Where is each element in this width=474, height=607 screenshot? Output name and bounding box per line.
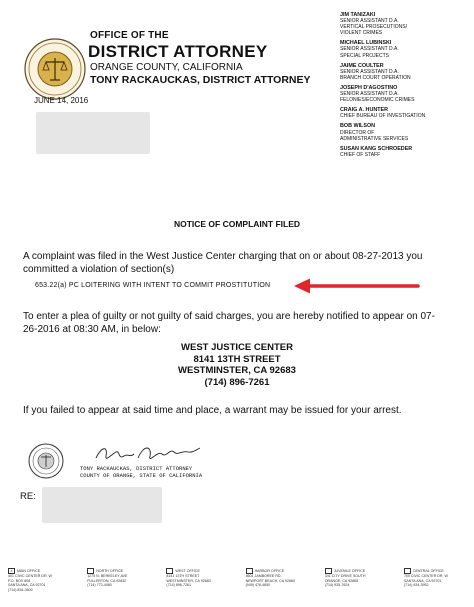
staff-title: VIOLENT CRIMES — [340, 30, 383, 37]
staff-title: CHIEF BUREAU OF INVESTIGATION — [340, 113, 426, 120]
staff-name: CRAIG A. HUNTER — [340, 107, 389, 114]
staff-name: BOB WILSON — [340, 123, 376, 130]
office-line: 4601 JAMBOREE RD. — [245, 574, 282, 578]
signer-office: COUNTY OF ORANGE, STATE OF CALIFORNIA — [80, 471, 203, 479]
redacted-reference — [42, 487, 162, 523]
office-label: HARBOR OFFICE — [254, 568, 285, 573]
staff-entry — [340, 146, 470, 158]
office-line: (714) 834-3600 — [8, 587, 33, 592]
court-city: WESTMINSTER, CA 92683 — [178, 365, 296, 376]
small-seal-icon — [28, 443, 64, 479]
court-phone: (714) 896-7261 — [204, 376, 270, 388]
office-label: JUVENILE OFFICE — [333, 568, 366, 573]
staff-entry — [340, 123, 470, 141]
staff-title: DIRECTOR OF — [340, 129, 375, 136]
staff-entry — [340, 12, 470, 36]
office-line: FULLERTON, CA 92832 — [87, 578, 127, 583]
letter-date: JUNE 14, 2016 — [34, 96, 89, 105]
staff-title: CHIEF OF STAFF — [340, 151, 381, 158]
re-label: RE: — [20, 491, 36, 502]
office-line: (714) 773-4480 — [87, 583, 112, 587]
staff-name: JOSEPH D'AGOSTINO — [340, 84, 398, 91]
footer-office — [404, 568, 466, 592]
staff-title: SENIOR ASSISTANT D.A. — [340, 91, 399, 98]
staff-title: SPECIAL PROJECTS — [340, 52, 389, 59]
office-line: (714) 896-7261 — [166, 583, 191, 587]
staff-entry — [340, 107, 470, 119]
office-line: SANTA ANA, CA 92701 — [8, 583, 46, 587]
district-attorney-title: DISTRICT ATTORNEY — [88, 42, 268, 61]
office-label: WEST OFFICE — [175, 568, 200, 573]
footer-office — [8, 568, 70, 592]
office-line: SANTA ANA, CA 92701 — [403, 578, 442, 583]
staff-name: JIM TANIZAKI — [340, 12, 376, 18]
staff-title: BRANCH COURT OPERATION — [340, 74, 411, 81]
court-street: 8141 13TH STREET — [193, 353, 281, 365]
office-footer — [8, 568, 466, 592]
staff-name: SUSAN KANG SCHROEDER — [340, 145, 413, 152]
warrant-warning: If you failed to appear at said time and place, a warrant may be issued for your arrest. — [23, 405, 402, 416]
staff-entry — [340, 40, 470, 58]
signature-block — [80, 466, 202, 479]
office-line: 1275 N. BERKELEY AVE — [87, 574, 128, 578]
office-line: (949) 476-4650 — [245, 583, 271, 587]
office-of-label: OFFICE OF THE — [90, 30, 169, 41]
court-name: WEST JUSTICE CENTER — [181, 342, 293, 353]
office-line: P.O. BOX 808 — [8, 578, 31, 583]
staff-name: MICHAEL LUBINSKI — [340, 40, 392, 47]
office-label: NORTH OFFICE — [96, 568, 124, 573]
staff-entry — [340, 85, 470, 103]
district-attorney-seal-icon — [24, 38, 86, 100]
office-line: NEWPORT BEACH, CA 92660 — [245, 578, 295, 583]
footer-office — [325, 568, 387, 592]
footer-office — [246, 568, 308, 592]
staff-title: FELONIES/ECONOMIC CRIMES — [340, 97, 415, 104]
office-line: (714) 935-7624 — [324, 583, 350, 587]
district-attorney-name: TONY RACKAUCKAS, DISTRICT ATTORNEY — [90, 74, 311, 86]
staff-title: VERTICAL PROSECUTIONS/ — [340, 24, 407, 31]
complaint-paragraph: A complaint was filed in the West Justice Center charging that on or about 08-27-2013 you committed a violation of section(s) — [23, 251, 423, 275]
staff-title: SENIOR ASSISTANT D.A. — [340, 68, 399, 75]
redacted-recipient-address — [36, 112, 150, 154]
office-line: WESTMINSTER, CA 92683 — [166, 578, 211, 583]
staff-title: ADMINISTRATIVE SERVICES — [340, 135, 409, 142]
office-label: CENTRAL OFFICE — [412, 568, 444, 573]
signer-name: TONY RACKAUCKAS, DISTRICT ATTORNEY — [80, 465, 193, 472]
appearance-paragraph: To enter a plea of guilty or not guilty of said charges, you are hereby notified to appear on 07-26-2016 at 08:30 AM, in below: — [23, 311, 435, 335]
notice-title: NOTICE OF COMPLAINT FILED — [173, 219, 301, 229]
office-label: MAIN OFFICE — [17, 568, 41, 573]
county-label: ORANGE COUNTY, CALIFORNIA — [90, 62, 243, 73]
red-arrow-icon — [292, 277, 422, 295]
staff-title: SENIOR ASSISTANT D.A. — [340, 46, 399, 53]
staff-entry — [340, 63, 470, 81]
charge-text: 653.22(a) PC LOITERING WITH INTENT TO COMMIT PROSTITUTION — [35, 282, 271, 289]
staff-name: JAIME COULTER — [340, 62, 384, 69]
footer-office — [87, 568, 149, 592]
office-line: 8141 13TH STREET — [166, 574, 200, 578]
office-line: 341 CITY DRIVE SOUTH — [324, 574, 366, 578]
office-line: 700 CIVIC CENTER DR. W — [403, 574, 448, 578]
office-line: ORANGE, CA 92868 — [324, 578, 359, 583]
office-line: (714) 834-3952 — [403, 583, 429, 587]
court-address — [0, 342, 474, 388]
staff-title: SENIOR ASSISTANT D.A. — [340, 18, 399, 25]
staff-list — [340, 12, 470, 162]
office-line: 401 CIVIC CENTER DR. W — [8, 574, 52, 578]
checkbox-icon: x — [8, 568, 15, 574]
footer-office — [166, 568, 228, 592]
